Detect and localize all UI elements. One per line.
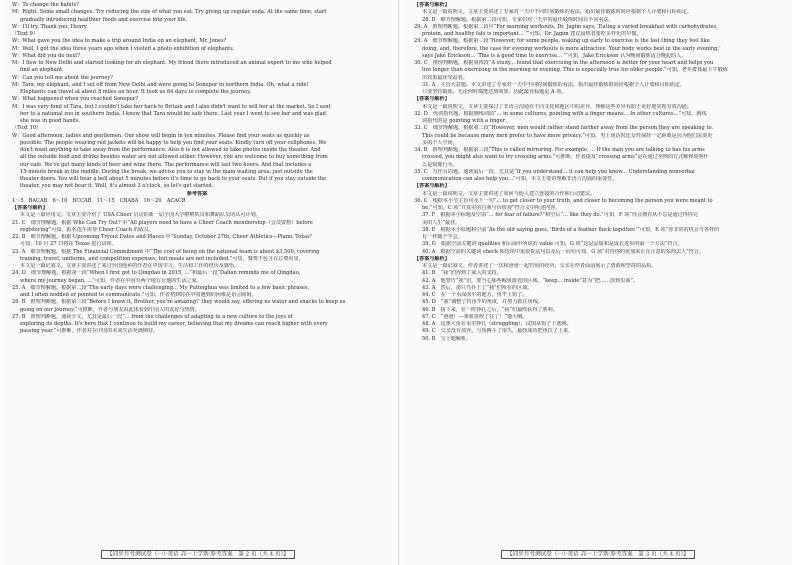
text-line: 30. C 推理判断题。根据第四段“A study... found that exercising in the afternoon is better for your heart and helps you bbox=[414, 60, 714, 66]
text-line: （Text 10） bbox=[12, 125, 42, 132]
text-line: 50. B 宝上题解析。 bbox=[422, 335, 472, 342]
section-heading: 【答案与解析】 bbox=[414, 2, 450, 8]
text-line: M：Well, I got the idea three years ago when I visited a photo exhibition of elephants. bbox=[12, 45, 235, 52]
text-line: protein, and healthy fats is important... ’”可知，Dr. Jagim 建议晨练者要吃多样化的早餐。 bbox=[422, 31, 642, 37]
text-line: 40. A 根据空前的关键词 check 和选项中重要说法句以及后一问句可知，G 项“对待你的更加来正在注意的东西去人”符合。 bbox=[422, 248, 705, 255]
text-line: 28. B 细节理解题。根据第二段可知，专家们对一天中的最佳锻炼时间有不同看法。 bbox=[422, 16, 614, 23]
text-line: going on our journey.”可推断，作者与朋友由此体验到中国人的友好与热情。 bbox=[20, 306, 200, 313]
left-page-text bbox=[12, 2, 382, 336]
text-line: 多的个人空间。 bbox=[422, 139, 458, 146]
text-line: 23. A 细节理解题。根据 The Financial Commitment 中“The cost of being on the national team is about $3,500, covering bbox=[12, 248, 320, 255]
text-line: 26. B 推理判断题。根据第三段“Before I knew it, Brother, you're amazing!’ they would say, offering us water and snacks to keep us bbox=[12, 299, 346, 306]
page-footer-right bbox=[404, 549, 792, 557]
text-line: 39. G 根据空前关键词 qualities 和后面中所说的 value 可知，G 项“这是品质和是成长进步的第一个方法”符合。 bbox=[422, 241, 683, 248]
text-line: 25. A 细节理解题。根据第二段“The early days were challenging... My Putonghua was limited to a few basic phrases, bbox=[12, 284, 310, 291]
text-line: 有一样做个学会。 bbox=[422, 234, 463, 240]
text-line: M：I was very fond of Tara, but I couldn't take her back to Britain and I also didn't want to sell her at the market. So I sent bbox=[12, 103, 331, 110]
text-line: 37. F 根据本小标题及空前“... for fear of failure?”和空后“... like they do.”可知，F 项“你会拥有从不总是通过得你完 bbox=[422, 212, 699, 219]
right-page-text bbox=[414, 2, 784, 343]
text-line: theater, you may not hear it. Well, it's almost 3 o'clock, so let's get started. bbox=[20, 183, 214, 190]
text-line: 31. A 主旨大意题。本文讲述了专家对一天中不同时间锻炼的看法，指出最佳锻炼时间应根据个人计划和目标而定， bbox=[422, 81, 685, 88]
text-line: W：What gave you the idea to make a trip around India on an elephant, Mr. Jones? bbox=[12, 38, 227, 45]
text-line: 本文是一篇说明文。文章主要探讨了非语言沟通在不同文化和地区中的差异，理解这些差异有助于更好地实现有效沟通。 bbox=[422, 103, 692, 110]
text-line: 24. D 细节理解题。根据第一段“When I first got to Qingdao in 2015, ...”和最后一段“Dalian reminds me of Qingdao, bbox=[12, 270, 301, 277]
text-line: 29. A 细节理解题。根据第三段“However, for some people, waking up early to exercise is the last thing they feel like bbox=[414, 38, 710, 45]
text-line: W：What happened when you reached Sonepur? bbox=[12, 96, 139, 103]
text-line: communication can also help you...”可知，本文主要讲理解非语言沟通的重要性。 bbox=[422, 176, 618, 182]
text-line: 32. D 代词指代题。根据画线词前“... in some cultures, pointing with a finger means... In other cultures...”可知，画线 bbox=[414, 110, 707, 117]
text-line: she was in good hands. bbox=[20, 118, 81, 124]
text-line: live longer than exercising in the morning or evening. This is especially true for older people.”可知，老年群体最下午锻炼 bbox=[422, 67, 728, 74]
text-line: exploring its depths. It's here that I continue to build my career, believing that my dreams can reach higher with every bbox=[20, 321, 328, 327]
text-line: 21. C 细节理解题。根据 Who Can Try Out? 中“All players need to have a Cheer Coach membership（会员资格）before bbox=[12, 219, 313, 226]
text-line: 41. B “我”们得到了家人的支持。 bbox=[422, 270, 502, 277]
text-line: all the outside food and drinks besides water are not allowed either. However, you are welcome to buy something from bbox=[20, 154, 328, 161]
answer-page-right bbox=[404, 0, 792, 565]
text-line: 本文是一篇记叙文。作者讲述了一次和爸爸一起钓鱼的经历，父亲在作者面前展示了勇敢和坚持的品质。 bbox=[422, 263, 657, 269]
text-line: where my journey began, ...”可知，作者在中国有两个地方让他的生活之家。 bbox=[20, 277, 202, 284]
text-line: gradually introducing healthier foods and exercise into your life. bbox=[20, 16, 188, 23]
footer-text: 【同步月考测试卷（一）·英语 高一上学期·参考答案 第 2 页（共 4 页）】 bbox=[101, 550, 295, 559]
text-line: be.”可知，C 项“并真实的自我与价值观”符合文中所述内容。 bbox=[422, 205, 561, 211]
text-line: 么是镜像行为。 bbox=[422, 161, 458, 168]
text-line: （Text 9） bbox=[12, 31, 38, 37]
text-line: our cafe. We've got many kinds of beer and wine there. The performance will last two hours. And that includes a bbox=[20, 161, 312, 168]
text-line: 46. B 接下来，在一阵挣扎之后，“我”们最终获得了胜利。 bbox=[422, 306, 558, 313]
text-line: 38. E 根据本小标题和空前“As the old saying goes, ‘Birds of a feather flock together.’”可知，E 项“你非常的机会与各样的 bbox=[422, 226, 720, 233]
text-line: M：Right. Some small changes. Try reducing the size of what you eat. Try giving up regular soda. At the same time, start bbox=[12, 9, 327, 16]
section-title: 参考答案 bbox=[186, 190, 208, 197]
text-line: Elephants can travel at about 8 miles an hour. It took us 84 days to complete the journey. bbox=[20, 89, 251, 95]
text-line: M：I flew to New Delhi and started looking for an elephant. My friend there introduced an animal expert to me who helped bbox=[12, 60, 332, 66]
text-line: 本文是一篇说明文。文章主要讲述了如何与他人建立连接的合作和行动建议。 bbox=[422, 190, 596, 197]
text-line: 本文是一篇记叙文。文章主要讲述了来自异国他乡的作者在中国学习、生活和工作的经历及感悟。 bbox=[20, 263, 240, 269]
text-line: doing, and, therefore, the case for evening workouts is more attractive. Your body works best in the early evening,’ bbox=[422, 45, 721, 52]
page-divider bbox=[398, 0, 399, 565]
text-line: her to a national zoo in southern India. I know that Tara would be safe there. Last year I went to see her and was glad bbox=[20, 110, 326, 117]
text-line: W：What did you do next? bbox=[12, 52, 81, 59]
text-line: 29. A 推理判断题。根据第二段中“For morning workouts, Dr. Jagim says, ‘Eating a varied breakfast with carbohydrates, bbox=[414, 23, 718, 30]
text-line: 36. C 根据本小节主旨句及下一句“... to get closer to your truth, and closer to becoming the person you were meant to bbox=[414, 197, 713, 204]
text-line: 27. B 推理判断题。通读全文，尤其是最后一段“... from the challenges of adapting to a new culture to the joys of bbox=[12, 313, 293, 320]
text-line: 美的人生”最佳。 bbox=[422, 219, 461, 226]
text-line: 可知，10 月 27 日将在 Texas 进行试训。 bbox=[20, 241, 117, 248]
text-line: and I often nodded or pointed to communicate.”可知，作者初到时在中国遇到的困难是语言障碍。 bbox=[20, 292, 257, 298]
text-line: M：Tara, my elephant, and I set off from New Delhi and were going to Sonepur in northern India. Oh, what a ride! bbox=[12, 81, 309, 88]
text-line: 49. C 父亲没有放弃，与鱼搏斗了很久，最终成功把鱼拉了上来。 bbox=[422, 328, 574, 335]
text-line: 33. C 细节理解题。根据第二段“However, men would rather stand farther away from the person they are speaking to. bbox=[414, 125, 714, 132]
text-line: 22. B 细节理解题。根据 Upcoming Tryout Dates and Places 中“Sunday, October 27th, Cheer Athletics—Plano, Texas” bbox=[12, 234, 313, 240]
text-line: W：I'll try. Thank you, Henry. bbox=[12, 23, 88, 30]
text-line: 本文是一篇应用文。文章主要介绍了 USA Cheer 启动的新一届全国大学啦啦队员和舞蹈队员的认可计划。 bbox=[20, 212, 261, 219]
text-line: 只要坚持锻炼，无论何时都能达到效果。因此最佳标题是 A 项。 bbox=[422, 89, 567, 95]
text-line: 48. A 这条大鱼在水里挣扎（struggling），试图从钩子上逃脱。 bbox=[422, 321, 572, 327]
section-heading: 【答案与解析】 bbox=[414, 255, 450, 262]
text-line: passing year.”可推断，作者对在中国的未来生活充满期待。 bbox=[20, 328, 159, 335]
answer-page-left bbox=[4, 0, 392, 565]
text-line: W：To change the habits? bbox=[12, 2, 79, 8]
section-heading: 【答案与解析】 bbox=[414, 96, 450, 103]
text-line: 本文是一篇说明文。文章主要讲述了专家对一天中不同时间锻炼的看法，指出最佳锻炼时间应根据个人计划和目标而定。 bbox=[422, 9, 692, 16]
page-footer-left bbox=[4, 549, 392, 557]
text-line: W：Good afternoon, ladies and gentlemen. Our show will begin in ten minutes. Please find your seats as quickly as bbox=[12, 132, 310, 139]
text-line: 15-minute break in the middle. During the break, we advise you to stay in the main waiting area; just outside the bbox=[20, 168, 313, 175]
text-line: don't want anything to take away from the performance. Also it is not allowed to take photos inside the theater. And bbox=[20, 147, 321, 153]
text-line: This could be because many men prefer to have more privacy.”可知，男士谈话时比女性保持一定距离是因为他们需要更 bbox=[422, 132, 713, 139]
section-heading: 【答案与解析】 bbox=[12, 205, 48, 211]
section-heading: 【答案与解析】 bbox=[414, 183, 450, 190]
text-line: 词指代的是 pointing with a finger。 bbox=[422, 118, 511, 124]
text-line: training, travel, uniforms, and competition expenses, but meals are not included.”可知，餐费不包含在总费用里。 bbox=[20, 255, 304, 262]
text-line: find an elephant. bbox=[20, 67, 64, 74]
text-line: 45. D “我”调整了钓鱼竿的角度，并努力抓住鱼线。 bbox=[422, 299, 543, 306]
text-line: 47. C “爸爸！—条鲨鱼咬了住了！”他大喊。 bbox=[422, 313, 528, 320]
text-line: crossed, you might also want to try crossing arms.”可推断，作者提及“crossing arms”是在通过举例的方式解释说明什 bbox=[422, 154, 709, 161]
text-line: 1～5 BACAB 6～10 BCCAB 11～15 CBABA 16～20 ACACB bbox=[12, 197, 186, 204]
text-line: 34. B 推理判断题。根据第三段“This is called mirroring. For example, ... If the man you are talking to has his arms bbox=[414, 147, 705, 153]
text-line: 44. C 在一个水深而平的地方，鱼竿上钩了。 bbox=[422, 292, 528, 298]
text-line: theater doors. You will hear a bell about 5 minutes before it's time to go back to your seats. But if you stay outside the bbox=[20, 176, 327, 182]
text-line: 出效果最佳受益者。 bbox=[422, 74, 468, 81]
text-line: says Jake Erickson... ‘This is a good time to exercise... ’”可知，Jake Erickson 认为晚间锻炼适合晚起的人。 bbox=[422, 52, 687, 59]
text-line: 43. A 然后，那只鸟扑上了“我”们所在的区域。 bbox=[422, 284, 533, 291]
text-line: 42. A 他警告“我”们，要当心那些鲸鱼游近的区域。“keep... inside”意为“把……放到里面”。 bbox=[422, 277, 639, 284]
text-line: W：Can you tell me about the journey? bbox=[12, 74, 113, 81]
text-line: possible. The people wearing red jackets will be happy to help you find your seats. Kindly turn off your cellphones. We bbox=[20, 139, 327, 146]
text-line: 35. C 写作目的题。通读最后一段，尤其是“If you understand... it can help you know... Understanding nonverbal bbox=[414, 168, 695, 175]
footer-text: 【同步月考测试卷（一）·英语 高一上学期·参考答案 第 3 页（共 4 页）】 bbox=[501, 550, 695, 559]
text-line: registering”可知，报名选手需要 Cheer Coach 的成员。 bbox=[20, 226, 155, 233]
